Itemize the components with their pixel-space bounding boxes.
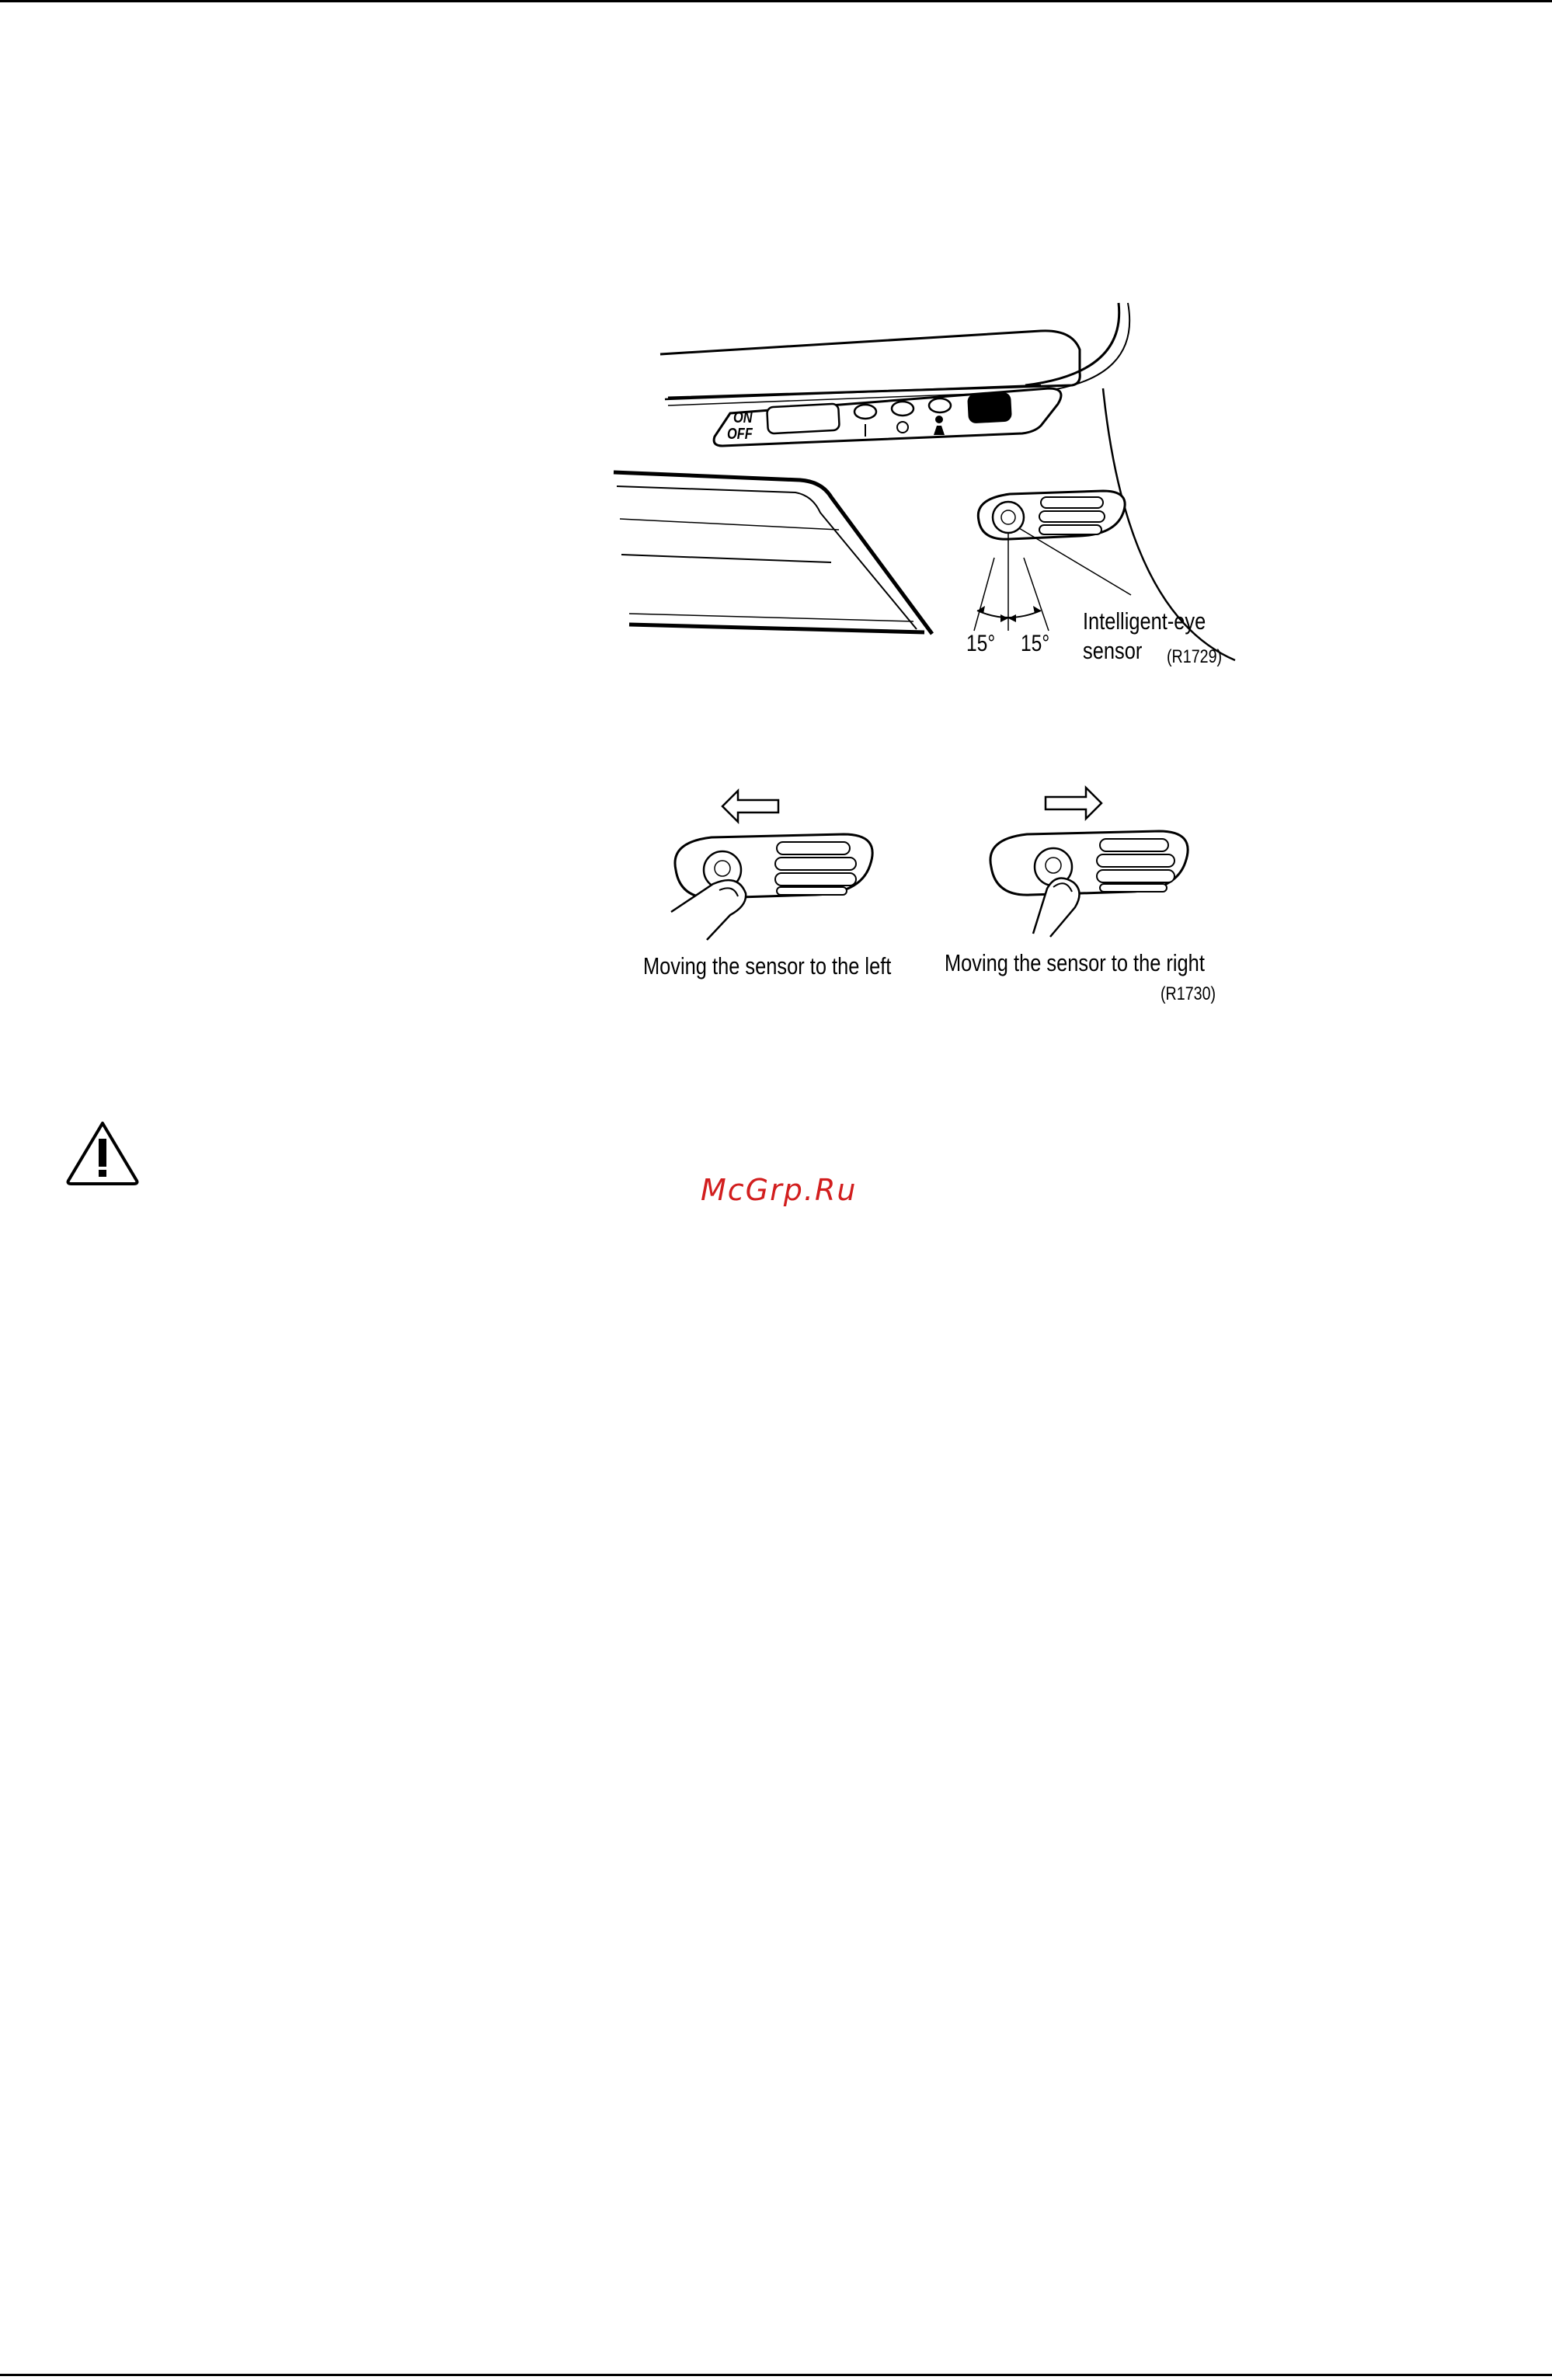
front-louver-inner bbox=[629, 614, 913, 621]
right-grille-4 bbox=[1100, 884, 1167, 892]
panel-on-label: ON bbox=[733, 409, 753, 426]
angle-line-left bbox=[974, 558, 994, 631]
timer-lamp bbox=[892, 402, 913, 416]
watermark-text: McGrp.Ru bbox=[701, 1173, 858, 1207]
unit-top-edge bbox=[660, 331, 1080, 398]
figure1-ref: (R1729) bbox=[1167, 646, 1223, 667]
unit-side-curve-outer bbox=[1041, 303, 1129, 391]
sensor-grille-3 bbox=[1039, 525, 1101, 534]
sensor-callout-line2: sensor bbox=[1083, 637, 1143, 664]
left-finger bbox=[671, 880, 746, 940]
front-louver-top bbox=[614, 472, 932, 634]
figure2-ref: (R1730) bbox=[1161, 983, 1216, 1004]
bottom-rule bbox=[0, 2374, 1552, 2376]
top-rule bbox=[0, 0, 1552, 2]
panel-off-label: OFF bbox=[727, 426, 753, 443]
left-grille-3 bbox=[775, 873, 856, 886]
left-grille-4 bbox=[777, 887, 847, 895]
operation-lamp bbox=[854, 405, 876, 419]
right-caption: Moving the sensor to the right bbox=[945, 949, 1205, 976]
right-grille-3 bbox=[1097, 870, 1174, 882]
sensor-callout-leader bbox=[1019, 528, 1131, 595]
right-arrow-icon bbox=[1046, 788, 1101, 819]
angle-line-right bbox=[1024, 558, 1049, 631]
left-caption: Moving the sensor to the left bbox=[643, 952, 892, 979]
angle-arrow-center-r bbox=[1008, 614, 1016, 622]
front-louver-line3 bbox=[620, 519, 839, 530]
front-louver-line4 bbox=[621, 555, 831, 562]
sensor-left-figure bbox=[660, 785, 893, 948]
display-window bbox=[767, 404, 840, 434]
front-louver-line2 bbox=[617, 486, 917, 629]
angle-left-label: 15° bbox=[966, 631, 996, 656]
sensor-right-figure bbox=[976, 781, 1209, 945]
sensor-grille-1 bbox=[1041, 497, 1103, 508]
left-grille-2 bbox=[775, 858, 856, 870]
right-grille-1 bbox=[1100, 839, 1168, 851]
signal-receiver bbox=[967, 392, 1012, 424]
unit-side-curve bbox=[1025, 303, 1119, 385]
front-louver-bottom bbox=[629, 625, 924, 632]
left-grille-1 bbox=[777, 842, 850, 854]
left-arrow-icon bbox=[722, 791, 778, 822]
angle-arrow-center-l bbox=[1000, 614, 1008, 622]
warning-icon bbox=[64, 1119, 141, 1185]
eye-lamp bbox=[929, 398, 951, 412]
sensor-callout-line1: Intelligent-eye bbox=[1083, 607, 1206, 635]
angle-right-label: 15° bbox=[1021, 631, 1050, 656]
right-grille-2 bbox=[1097, 854, 1174, 867]
sensor-grille-2 bbox=[1039, 511, 1105, 522]
angle-arc bbox=[977, 611, 1041, 618]
